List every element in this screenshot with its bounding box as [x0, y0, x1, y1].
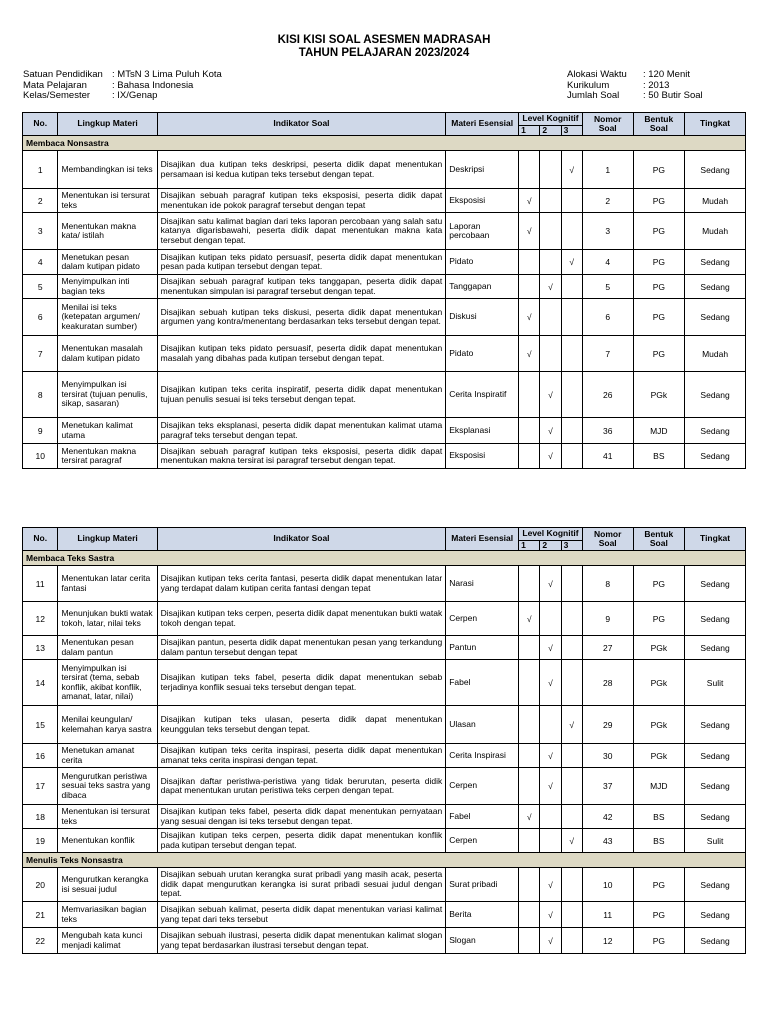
level-1-cell: [519, 829, 540, 853]
row-number: 8: [23, 372, 58, 418]
table-row: [23, 660, 746, 706]
lingkup-materi-cell: Menentukan masalah dalam kutipan pidato: [58, 336, 157, 372]
lingkup-materi-cell: Mengubah kata kunci menjadi kalimat: [58, 928, 157, 954]
info-label: Mata Pelajaran: [23, 79, 87, 91]
level-1-cell: [519, 250, 540, 275]
indikator-soal-cell: Disajikan kutipan teks cerpen, peserta didik dapat menentukan bukti watak tokoh dengan tepat.: [157, 602, 446, 636]
level-3-cell: [561, 566, 582, 602]
indikator-soal-cell: Disajikan kutipan teks pidato persuasif, peserta didik dapat menentukan pesan pada kutipan tersebut dengan tepat.: [157, 250, 446, 275]
nomor-soal-cell: 36: [582, 418, 633, 444]
table-row: [23, 213, 746, 250]
level-1-cell: [519, 566, 540, 602]
section-title: Membaca Nonsastra: [23, 136, 746, 151]
level-3-cell: [561, 299, 582, 336]
nomor-soal-cell: 27: [582, 636, 633, 660]
section-header-row: [23, 853, 746, 868]
level-3-cell: [561, 636, 582, 660]
table-body: [23, 136, 746, 469]
level-2-check: √: [540, 768, 561, 805]
level-2-check: √: [540, 660, 561, 706]
col-header-tingkat: Tingkat: [685, 528, 746, 551]
table-row: [23, 250, 746, 275]
table-row: [23, 151, 746, 189]
info-label: Kurikulum: [567, 79, 610, 91]
level-2-check: √: [540, 868, 561, 902]
level-3-cell: [561, 928, 582, 954]
row-number: 2: [23, 189, 58, 213]
lingkup-materi-cell: Menentukan isi tersurat teks: [58, 189, 157, 213]
bentuk-soal-cell: PG: [633, 275, 685, 299]
indikator-soal-cell: Disajikan sebuah paragraf kutipan teks tanggapan, peserta didik dapat menentukan simpulan isi paragraf tersebut dengan tepat.: [157, 275, 446, 299]
col-header-level-2: 2: [540, 125, 561, 136]
col-header-level-2: 2: [540, 540, 561, 551]
col-header-level-3: 3: [561, 125, 582, 136]
level-1-cell: [519, 902, 540, 928]
materi-esensial-cell: Cerita Inspirasi: [446, 744, 519, 768]
materi-esensial-cell: Cerpen: [446, 602, 519, 636]
row-number: 15: [23, 706, 58, 744]
nomor-soal-cell: 3: [582, 213, 633, 250]
level-2-check: √: [540, 444, 561, 469]
bentuk-soal-cell: BS: [633, 444, 685, 469]
col-header-bentuk: Bentuk Soal: [633, 113, 685, 136]
row-number: 13: [23, 636, 58, 660]
indikator-soal-cell: Disajikan sebuah kutipan teks diskusi, peserta didik dapat menentukan argumen yang kontra/menentang berdasarkan teks tersebut dengan tepat.: [157, 299, 446, 336]
table-row: [23, 418, 746, 444]
materi-esensial-cell: Pidato: [446, 250, 519, 275]
table-row: [23, 372, 746, 418]
tingkat-cell: Sedang: [685, 928, 746, 954]
level-2-cell: [540, 706, 561, 744]
lingkup-materi-cell: Menetukan pesan dalam kutipan pidato: [58, 250, 157, 275]
section-header-row: [23, 551, 746, 566]
info-value: : MTsN 3 Lima Puluh Kota: [112, 69, 222, 80]
nomor-soal-cell: 8: [582, 566, 633, 602]
lingkup-materi-cell: Menentukan makna kata/ istilah: [58, 213, 157, 250]
level-2-check: √: [540, 636, 561, 660]
level-3-cell: [561, 660, 582, 706]
nomor-soal-cell: 10: [582, 868, 633, 902]
info-row: [567, 91, 703, 102]
nomor-soal-cell: 6: [582, 299, 633, 336]
nomor-soal-cell: 29: [582, 706, 633, 744]
tingkat-cell: Sedang: [685, 706, 746, 744]
nomor-soal-cell: 9: [582, 602, 633, 636]
row-number: 10: [23, 444, 58, 469]
tingkat-cell: Sedang: [685, 744, 746, 768]
materi-esensial-cell: Berita: [446, 902, 519, 928]
lingkup-materi-cell: Menyimpulkan inti bagian teks: [58, 275, 157, 299]
info-label: Alokasi Waktu: [567, 69, 627, 80]
row-number: 19: [23, 829, 58, 853]
indikator-soal-cell: Disajikan pantun, peserta didik dapat menentukan pesan yang terkandung dalam pantun tersebut dengan tepat: [157, 636, 446, 660]
bentuk-soal-cell: PG: [633, 250, 685, 275]
lingkup-materi-cell: Menyimpulkan isi tersirat (tema, sebab konflik, akibat konflik, amanat, latar, nilai): [58, 660, 157, 706]
lingkup-materi-cell: Memvariasikan bagian teks: [58, 902, 157, 928]
nomor-soal-cell: 42: [582, 805, 633, 829]
materi-esensial-cell: Slogan: [446, 928, 519, 954]
level-1-cell: [519, 928, 540, 954]
lingkup-materi-cell: Mengurutkan kerangka isi sesuai judul: [58, 868, 157, 902]
lingkup-materi-cell: Membandingkan isi teks: [58, 151, 157, 189]
indikator-soal-cell: Disajikan sebuah paragraf kutipan teks eksposisi, peserta didik dapat menentukan ide pokok paragraf tersebut dengan tepat: [157, 189, 446, 213]
level-1-cell: [519, 275, 540, 299]
info-row: [23, 70, 222, 81]
tingkat-cell: Mudah: [685, 336, 746, 372]
indikator-soal-cell: Disajikan kutipan teks cerita inspiratif, peserta didik dapat menentukan tujuan penulis sesuai isi teks tersebut dengan tepat.: [157, 372, 446, 418]
info-right: [567, 70, 703, 102]
level-2-check: √: [540, 744, 561, 768]
kisi-table-1: [22, 112, 746, 469]
materi-esensial-cell: Eksposisi: [446, 444, 519, 469]
level-3-cell: [561, 189, 582, 213]
lingkup-materi-cell: Menentukan makna tersirat paragraf: [58, 444, 157, 469]
table-body: [23, 551, 746, 954]
indikator-soal-cell: Disajikan sebuah paragraf kutipan teks eksposisi, peserta didik dapat menentukan makna tersirat isi paragraf tersebut dengan tepat.: [157, 444, 446, 469]
nomor-soal-cell: 26: [582, 372, 633, 418]
level-3-cell: [561, 805, 582, 829]
lingkup-materi-cell: Menentukan konflik: [58, 829, 157, 853]
col-header-lingkup: Lingkup Materi: [58, 528, 157, 551]
tingkat-cell: Sedang: [685, 444, 746, 469]
col-header-materi: Materi Esensial: [446, 113, 519, 136]
col-header-nomor: Nomor Soal: [582, 113, 633, 136]
table-row: [23, 902, 746, 928]
level-2-check: √: [540, 928, 561, 954]
tingkat-cell: Sedang: [685, 566, 746, 602]
col-header-level: Level Kognitif: [519, 528, 583, 541]
document-title-line2: TAHUN PELAJARAN 2023/2024: [298, 47, 470, 59]
row-number: 12: [23, 602, 58, 636]
row-number: 9: [23, 418, 58, 444]
bentuk-soal-cell: PG: [633, 602, 685, 636]
tingkat-cell: Sedang: [685, 602, 746, 636]
level-1-cell: [519, 444, 540, 469]
table-row: [23, 744, 746, 768]
row-number: 7: [23, 336, 58, 372]
bentuk-soal-cell: PG: [633, 868, 685, 902]
tingkat-cell: Sedang: [685, 275, 746, 299]
level-1-cell: [519, 418, 540, 444]
level-3-check: √: [561, 706, 582, 744]
section-title: Membaca Teks Sastra: [23, 551, 746, 566]
lingkup-materi-cell: Mengurutkan peristiwa sesuai teks sastra yang dibaca: [58, 768, 157, 805]
table-row: [23, 275, 746, 299]
materi-esensial-cell: Laporan percobaan: [446, 213, 519, 250]
col-header-level: Level Kognitif: [519, 113, 583, 126]
tingkat-cell: Sedang: [685, 299, 746, 336]
col-header-indikator: Indikator Soal: [157, 113, 446, 136]
tingkat-cell: Sedang: [685, 868, 746, 902]
level-2-cell: [540, 213, 561, 250]
indikator-soal-cell: Disajikan kutipan teks cerpen, peserta didik dapat menentukan konflik pada kutipan tersebut dengan tepat.: [157, 829, 446, 853]
level-1-cell: [519, 768, 540, 805]
indikator-soal-cell: Disajikan sebuah ilustrasi, peserta didik dapat menentukan kalimat slogan yang tepat berdasarkan ilustrasi tersebut dengan tepat.: [157, 928, 446, 954]
tingkat-cell: Sulit: [685, 660, 746, 706]
lingkup-materi-cell: Menunjukan bukti watak tokoh, latar, nilai teks: [58, 602, 157, 636]
level-1-cell: [519, 706, 540, 744]
col-header-nomor: Nomor Soal: [582, 528, 633, 551]
lingkup-materi-cell: Menyimpulkan isi tersirat (tujuan penulis, sikap, sasaran): [58, 372, 157, 418]
materi-esensial-cell: Cerpen: [446, 768, 519, 805]
materi-esensial-cell: Eksposisi: [446, 189, 519, 213]
nomor-soal-cell: 28: [582, 660, 633, 706]
bentuk-soal-cell: BS: [633, 805, 685, 829]
level-1-cell: [519, 151, 540, 189]
row-number: 3: [23, 213, 58, 250]
tingkat-cell: Sedang: [685, 805, 746, 829]
level-2-cell: [540, 299, 561, 336]
tingkat-cell: Sedang: [685, 151, 746, 189]
col-header-bentuk: Bentuk Soal: [633, 528, 685, 551]
info-row: [567, 70, 703, 81]
level-3-cell: [561, 213, 582, 250]
nomor-soal-cell: 4: [582, 250, 633, 275]
level-3-check: √: [561, 829, 582, 853]
row-number: 20: [23, 868, 58, 902]
level-2-cell: [540, 805, 561, 829]
col-header-no: No.: [23, 113, 58, 136]
tingkat-cell: Sedang: [685, 636, 746, 660]
row-number: 17: [23, 768, 58, 805]
tingkat-cell: Mudah: [685, 189, 746, 213]
level-1-check: √: [519, 336, 540, 372]
materi-esensial-cell: Ulasan: [446, 706, 519, 744]
level-3-cell: [561, 418, 582, 444]
indikator-soal-cell: Disajikan dua kutipan teks deskripsi, peserta didik dapat menentukan persamaan isi kedua kutipan teks tersebut dengan tepat.: [157, 151, 446, 189]
bentuk-soal-cell: PG: [633, 928, 685, 954]
level-2-check: √: [540, 275, 561, 299]
row-number: 5: [23, 275, 58, 299]
materi-esensial-cell: Tanggapan: [446, 275, 519, 299]
level-1-check: √: [519, 189, 540, 213]
level-2-cell: [540, 336, 561, 372]
level-2-cell: [540, 602, 561, 636]
bentuk-soal-cell: PGk: [633, 636, 685, 660]
level-2-check: √: [540, 372, 561, 418]
tingkat-cell: Sedang: [685, 902, 746, 928]
document-title-line1: KISI KISI SOAL ASESMEN MADRASAH: [277, 34, 491, 46]
level-3-cell: [561, 444, 582, 469]
materi-esensial-cell: Eksplanasi: [446, 418, 519, 444]
materi-esensial-cell: Pantun: [446, 636, 519, 660]
col-header-indikator: Indikator Soal: [157, 528, 446, 551]
tingkat-cell: Sulit: [685, 829, 746, 853]
table-row: [23, 829, 746, 853]
bentuk-soal-cell: MJD: [633, 418, 685, 444]
lingkup-materi-cell: Menentukan pesan dalam pantun: [58, 636, 157, 660]
section-header-row: [23, 136, 746, 151]
info-value: : 120 Menit: [643, 69, 690, 80]
tingkat-cell: Sedang: [685, 250, 746, 275]
nomor-soal-cell: 7: [582, 336, 633, 372]
level-3-check: √: [561, 151, 582, 189]
lingkup-materi-cell: Menilai keungulan/ kelemahan karya sastra: [58, 706, 157, 744]
table-row: [23, 805, 746, 829]
lingkup-materi-cell: Menentukan latar cerita fantasi: [58, 566, 157, 602]
level-1-cell: [519, 744, 540, 768]
row-number: 1: [23, 151, 58, 189]
nomor-soal-cell: 1: [582, 151, 633, 189]
indikator-soal-cell: Disajikan kutipan teks ulasan, peserta didik dapat menentukan keunggulan teks tersebut dengan tepat.: [157, 706, 446, 744]
col-header-lingkup: Lingkup Materi: [58, 113, 157, 136]
info-label: Kelas/Semester: [23, 90, 91, 101]
level-2-cell: [540, 151, 561, 189]
col-header-no: No.: [23, 528, 58, 551]
level-2-check: √: [540, 566, 561, 602]
info-value: : 2013: [643, 79, 670, 91]
indikator-soal-cell: Disajikan daftar peristiwa-peristiwa yang tidak berurutan, peserta didik dapat menentukan urutan peristiwa teks cerpen dengan tepat.: [157, 768, 446, 805]
bentuk-soal-cell: BS: [633, 829, 685, 853]
nomor-soal-cell: 12: [582, 928, 633, 954]
level-1-cell: [519, 660, 540, 706]
level-3-cell: [561, 275, 582, 299]
indikator-soal-cell: Disajikan sebuah kalimat, peserta didik dapat menentukan variasi kalimat yang tepat dari teks tersebut: [157, 902, 446, 928]
info-label: Satuan Pendidikan: [23, 69, 103, 80]
level-3-cell: [561, 902, 582, 928]
materi-esensial-cell: Cerpen: [446, 829, 519, 853]
materi-esensial-cell: Deskripsi: [446, 151, 519, 189]
materi-esensial-cell: Cerita Inspiratif: [446, 372, 519, 418]
nomor-soal-cell: 5: [582, 275, 633, 299]
lingkup-materi-cell: Menilai isi teks (ketepatan argumen/ keakuratan sumber): [58, 299, 157, 336]
bentuk-soal-cell: PG: [633, 299, 685, 336]
nomor-soal-cell: 2: [582, 189, 633, 213]
col-header-level-1: 1: [519, 540, 540, 551]
table-row: [23, 444, 746, 469]
row-number: 16: [23, 744, 58, 768]
bentuk-soal-cell: PG: [633, 189, 685, 213]
materi-esensial-cell: Narasi: [446, 566, 519, 602]
bentuk-soal-cell: PG: [633, 151, 685, 189]
row-number: 6: [23, 299, 58, 336]
tingkat-cell: Sedang: [685, 768, 746, 805]
indikator-soal-cell: Disajikan kutipan teks fabel, peserta didk dapat menentukan pernyataan yang sesuai dengan isi teks tersebut dengan tepat.: [157, 805, 446, 829]
row-number: 18: [23, 805, 58, 829]
level-3-cell: [561, 868, 582, 902]
bentuk-soal-cell: PG: [633, 566, 685, 602]
info-label: Jumlah Soal: [567, 90, 620, 101]
bentuk-soal-cell: PGk: [633, 744, 685, 768]
nomor-soal-cell: 43: [582, 829, 633, 853]
info-value: : 50 Butir Soal: [643, 90, 703, 101]
tingkat-cell: Sedang: [685, 372, 746, 418]
table-row: [23, 566, 746, 602]
indikator-soal-cell: Disajikan teks eksplanasi, peserta didik dapat menentukan kalimat utama paragraf teks tersebut dengan tepat.: [157, 418, 446, 444]
level-1-check: √: [519, 602, 540, 636]
level-1-cell: [519, 636, 540, 660]
col-header-tingkat: Tingkat: [685, 113, 746, 136]
bentuk-soal-cell: MJD: [633, 768, 685, 805]
bentuk-soal-cell: PG: [633, 902, 685, 928]
tingkat-cell: Sedang: [685, 418, 746, 444]
info-row: [23, 91, 222, 102]
info-value: : Bahasa Indonesia: [112, 79, 194, 91]
lingkup-materi-cell: Menetukan kalimat utama: [58, 418, 157, 444]
level-3-check: √: [561, 250, 582, 275]
table-row: [23, 928, 746, 954]
indikator-soal-cell: Disajikan sebuah urutan kerangka surat pribadi yang masih acak, peserta didik dapat mengurutkan kerangka isi surat pribadi sesuai judul dengan tepat.: [157, 868, 446, 902]
lingkup-materi-cell: Menetukan amanat cerita: [58, 744, 157, 768]
row-number: 21: [23, 902, 58, 928]
indikator-soal-cell: Disajikan kutipan teks cerita fantasi, peserta didik dapat menentukan latar yang terdapat dalam kutipan cerita fantasi dengan tepat: [157, 566, 446, 602]
table-row: [23, 636, 746, 660]
info-value: : IX/Genap: [112, 90, 158, 101]
table-row: [23, 868, 746, 902]
materi-esensial-cell: Pidato: [446, 336, 519, 372]
col-header-level-3: 3: [561, 540, 582, 551]
bentuk-soal-cell: PGk: [633, 706, 685, 744]
table-row: [23, 336, 746, 372]
materi-esensial-cell: Fabel: [446, 660, 519, 706]
row-number: 22: [23, 928, 58, 954]
level-1-cell: [519, 372, 540, 418]
bentuk-soal-cell: PGk: [633, 660, 685, 706]
bentuk-soal-cell: PG: [633, 336, 685, 372]
bentuk-soal-cell: PGk: [633, 372, 685, 418]
table-row: [23, 189, 746, 213]
level-2-check: √: [540, 902, 561, 928]
level-2-cell: [540, 189, 561, 213]
section-title: Menulis Teks Nonsastra: [23, 853, 746, 868]
level-2-cell: [540, 829, 561, 853]
row-number: 4: [23, 250, 58, 275]
level-1-check: √: [519, 299, 540, 336]
level-1-check: √: [519, 213, 540, 250]
kisi-table-2: [22, 527, 746, 954]
col-header-materi: Materi Esensial: [446, 528, 519, 551]
level-1-check: √: [519, 805, 540, 829]
level-3-cell: [561, 336, 582, 372]
indikator-soal-cell: Disajikan kutipan teks pidato persuasif, peserta didik dapat menentukan masalah yang dibahas pada kutipan tersebut dengan tepat.: [157, 336, 446, 372]
level-3-cell: [561, 768, 582, 805]
materi-esensial-cell: Diskusi: [446, 299, 519, 336]
table-row: [23, 768, 746, 805]
bentuk-soal-cell: PG: [633, 213, 685, 250]
indikator-soal-cell: Disajikan kutipan teks cerita inspirasi, peserta didik dapat menentukan amanat teks cerita inspirasi dengan tepat.: [157, 744, 446, 768]
level-3-cell: [561, 602, 582, 636]
nomor-soal-cell: 37: [582, 768, 633, 805]
level-2-check: √: [540, 418, 561, 444]
col-header-level-1: 1: [519, 125, 540, 136]
lingkup-materi-cell: Menentukan isi tersurat teks: [58, 805, 157, 829]
table-row: [23, 299, 746, 336]
level-3-cell: [561, 744, 582, 768]
table-row: [23, 706, 746, 744]
tingkat-cell: Mudah: [685, 213, 746, 250]
indikator-soal-cell: Disajikan satu kalimat bagian dari teks laporan percobaan yang salah satu katanya digarisbawahi, peserta didik dapat menentukan makna kata tersebut dengan tepat.: [157, 213, 446, 250]
level-3-cell: [561, 372, 582, 418]
nomor-soal-cell: 41: [582, 444, 633, 469]
nomor-soal-cell: 30: [582, 744, 633, 768]
indikator-soal-cell: Disajikan kutipan teks fabel, peserta didik dapat menentukan sebab terjadinya konflik sesuai teks tersebut dengan tepat.: [157, 660, 446, 706]
materi-esensial-cell: Surat pribadi: [446, 868, 519, 902]
info-left: [23, 70, 222, 102]
level-1-cell: [519, 868, 540, 902]
materi-esensial-cell: Fabel: [446, 805, 519, 829]
row-number: 14: [23, 660, 58, 706]
row-number: 11: [23, 566, 58, 602]
nomor-soal-cell: 11: [582, 902, 633, 928]
level-2-cell: [540, 250, 561, 275]
table-row: [23, 602, 746, 636]
